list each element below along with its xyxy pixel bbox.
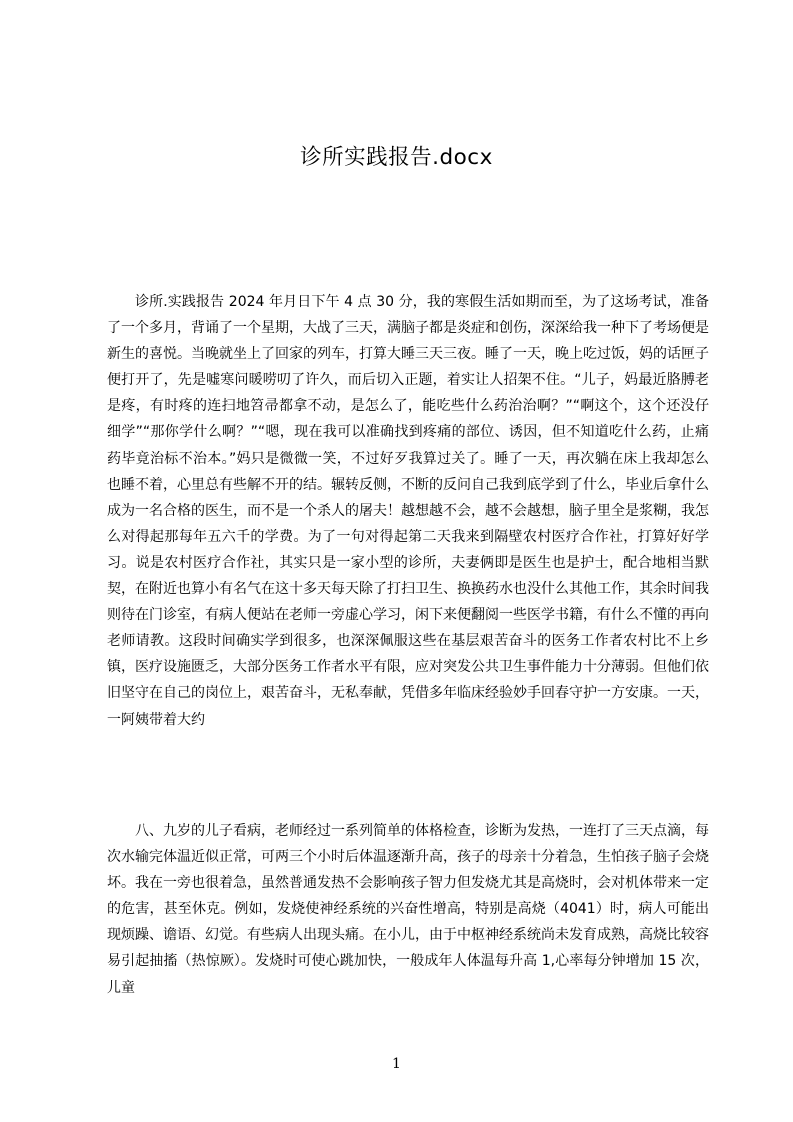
body-paragraph-1: 诊所.实践报告 2024 年月日下午 4 点 30 分，我的寒假生活如期而至，为了这场考试，准备了一个多月，背诵了一个星期，大战了三天，满脑子都是炎症和创伤，深深给我一种下了考场便是新生的喜悦。当晚就坐上了回家的列车，打算大睡三天三夜。睡了一天，晚上吃过饭，妈的话匣子便打开了，先是嘘寒问暖唠叨了许久，而后切入正题，着实让人招架不住。“儿子，妈最近胳膊老是疼，有时疼的连扫地笤帚都拿不动，是怎么了，能吃些什么药治治啊？”“啊这个，这个还没仔细学”“那你学什么啊？”“嗯，现在我可以准确找到疼痛的部位、诱因，但不知道吃什么药，止痛药毕竟治标不治本。”妈只是微微一笑，不过好歹我算过关了。睡了一天，再次躺在床上我却怎么也睡不着，心里总有些解不开的结。辗转反侧，不断的反问自己我到底学到了什么，毕业后拿什么成为一名合格的医生，而不是一个杀人的屠夫！越想越不会，越不会越想，脑子里全是浆糊，我怎么对得起那每年五六千的学费。为了一句对得起第二天我来到隔壁农村医疗合作社，打算好好学习。说是农村医疗合作社，其实只是一家小型的诊所，夫妻俩即是医生也是护士，配合地相当默契，在附近也算小有名气在这十多天每天除了打扫卫生、换换药水也没什么其他工作，其余时间我则待在门诊室，有病人便站在老师一旁虚心学习，闲下来便翻阅一些医学书籍，有什么不懂的再向老师请教。这段时间确实学到很多，也深深佩服这些在基层艰苦奋斗的医务工作者农村比不上乡镇，医疗设施匮乏，大部分医务工作者水平有限，应对突发公共卫生事件能力十分薄弱。但他们依旧坚守在自己的岗位上，艰苦奋斗，无私奉献，凭借多年临床经验妙手回春守护一方安康。一天，一阿姨带着大约 [107,294,709,728]
page-number: 1 [392,1056,401,1072]
document-title: 诊所实践报告.docx [300,145,493,170]
body-paragraph-2: 八、九岁的儿子看病，老师经过一系列简单的体格检查，诊断为发热，一连打了三天点滴，每次水输完体温近似正常，可两三个小时后体温逐渐升高，孩子的母亲十分着急，生怕孩子脑子会烧坏。我在一旁也很着急，虽然普通发热不会影响孩子智力但发烧尤其是高烧时，会对机体带来一定的危害，甚至休克。例如，发烧使神经系统的兴奋性增高，特别是高烧（4041）时，病人可能出现烦躁、谵语、幻觉。有些病人出现头痛。在小儿，由于中枢神经系统尚未发育成熟，高烧比较容易引起抽搐（热惊厥）。发烧时可使心跳加快，一般成年人体温每升高 1,心率每分钟增加 15 次，儿童 [107,823,709,996]
